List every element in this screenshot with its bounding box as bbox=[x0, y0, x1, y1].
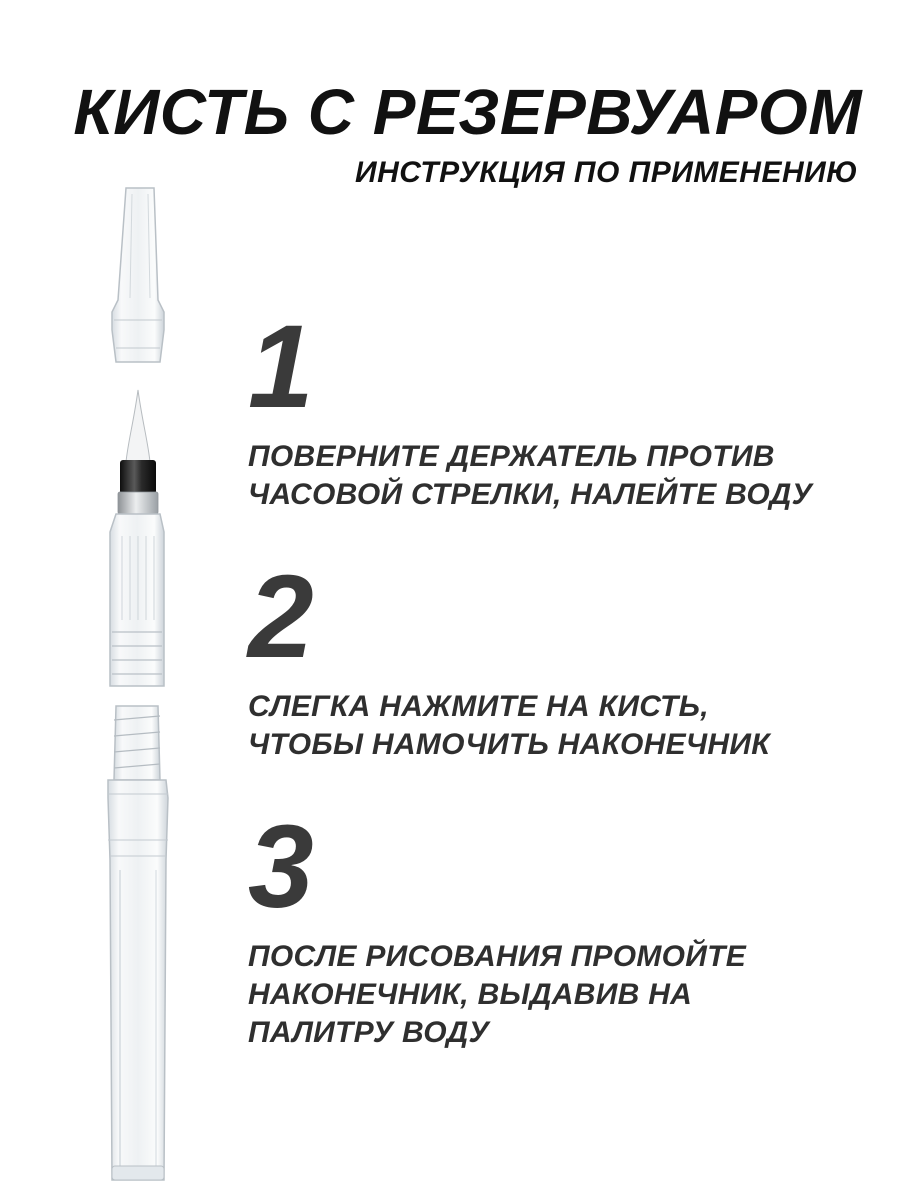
step-line: ЧТОБЫ НАМОЧИТЬ НАКОНЕЧНИК bbox=[248, 728, 771, 761]
reservoir-body bbox=[108, 780, 168, 1180]
step-3 bbox=[248, 801, 868, 1052]
brush-tip bbox=[126, 390, 150, 462]
step-line: ЧАСОВОЙ СТРЕЛКИ, НАЛЕЙТЕ ВОДУ bbox=[248, 478, 813, 511]
step-number: 1 bbox=[248, 301, 314, 433]
step-1 bbox=[248, 301, 868, 514]
page-subtitle: ИНСТРУКЦИЯ ПО ПРИМЕНЕНИЮ bbox=[355, 156, 858, 189]
reservoir-thread bbox=[114, 706, 160, 780]
step-number: 2 bbox=[248, 551, 314, 683]
water-brush-illustration bbox=[80, 180, 200, 1190]
brush-holder bbox=[110, 514, 164, 686]
step-line: НАКОНЕЧНИК, ВЫДАВИВ НА bbox=[248, 978, 693, 1011]
step-number: 3 bbox=[248, 801, 314, 933]
step-line: ПОВЕРНИТЕ ДЕРЖАТЕЛЬ ПРОТИВ bbox=[248, 440, 775, 473]
step-line: ПАЛИТРУ ВОДУ bbox=[248, 1016, 490, 1049]
step-2 bbox=[248, 551, 868, 764]
step-line: СЛЕГКА НАЖМИТЕ НА КИСТЬ, bbox=[248, 690, 709, 723]
step-description bbox=[248, 438, 868, 514]
brush-cap bbox=[112, 188, 164, 362]
brush-ferrule bbox=[118, 460, 158, 514]
page-title: КИСТЬ С РЕЗЕРВУАРОМ bbox=[73, 76, 862, 148]
step-description bbox=[248, 938, 868, 1052]
step-line: ПОСЛЕ РИСОВАНИЯ ПРОМОЙТЕ bbox=[248, 940, 747, 973]
step-description bbox=[248, 688, 868, 764]
